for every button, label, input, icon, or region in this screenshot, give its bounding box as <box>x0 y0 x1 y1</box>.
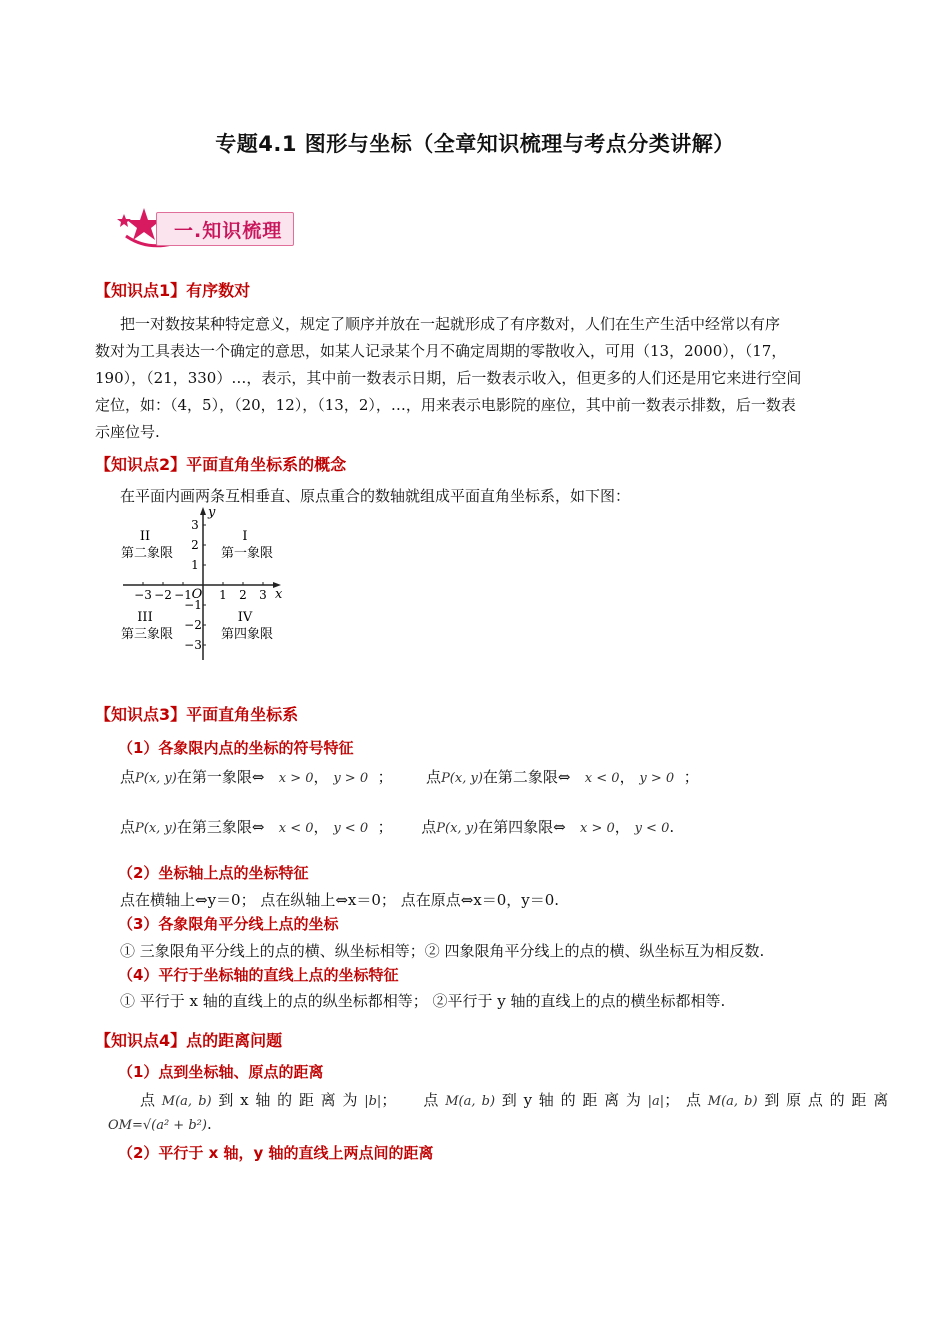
kp4-sub-1: （1）点到坐标轴、原点的距离 <box>118 1063 324 1081</box>
quadrant-3-4-line: 点P(x, y)在第三象限⇔ x < 0， y < 0 ； 点P(x, y)在第四象限⇔ x > 0， y < 0. <box>120 818 675 836</box>
q4-num: IV <box>237 610 253 625</box>
y-axis-arrow <box>200 507 206 515</box>
y-tick-neg2: −2 <box>184 618 202 632</box>
x-tick-2: 2 <box>239 588 247 602</box>
x-tick-neg1: −1 <box>174 588 192 602</box>
y-tick-3: 3 <box>191 518 199 532</box>
point-M: M(a, b) <box>161 1094 212 1109</box>
kp2-text: 在平面内画两条互相垂直、原点重合的数轴就组成平面直角坐标系，如下图： <box>120 487 631 505</box>
kp3-parallel-text: ① 平行于 x 轴的直线上的点的纵坐标都相等； ②平行于 y 轴的直线上的点的横坐标都相等. <box>120 992 726 1010</box>
kp3-sub-4: （4）平行于坐标轴的直线上点的坐标特征 <box>118 966 399 984</box>
kp3-axis-text: 点在横轴上⇔y＝0； 点在纵轴上⇔x＝0； 点在原点⇔x＝0，y＝0. <box>120 891 560 909</box>
y-tick-2: 2 <box>191 538 199 552</box>
kp1-heading: 【知识点1】有序数对 <box>95 281 251 300</box>
section-banner <box>116 204 306 252</box>
q3-name: 第三象限 <box>120 627 174 642</box>
kp4-heading: 【知识点4】点的距离问题 <box>95 1031 283 1050</box>
q1-num: I <box>242 529 248 544</box>
y-axis-label: y <box>208 505 216 520</box>
y-tick-neg1: −1 <box>184 598 202 612</box>
x-tick-neg3: −3 <box>134 588 152 602</box>
q1-name: 第一象限 <box>220 546 274 561</box>
kp1-line-1: 把一对数按某种特定意义，规定了顺序并放在一起就形成了有序数对，人们在生产生活中经常以有序 <box>120 315 781 333</box>
kp2-heading: 【知识点2】平面直角坐标系的概念 <box>95 455 347 474</box>
banner-label: 一.知识梳理 <box>174 220 283 242</box>
x-tick-1: 1 <box>219 588 227 602</box>
kp3-bisector-text: ① 三象限角平分线上的点的横、纵坐标相等；② 四象限角平分线上的点的横、纵坐标互为相反数. <box>120 942 765 960</box>
origin-label: O <box>191 587 203 602</box>
quadrant-1-2-line: 点P(x, y)在第一象限⇔ x > 0， y > 0 ； 点P(x, y)在第二象限⇔ x < 0， y > 0 ； <box>120 768 699 786</box>
om-formula: OM=√(a² + b²) <box>108 1118 207 1133</box>
kp1-line-4: 定位，如：（4，5），（20，12），（13，2），…，用来表示电影院的座位，其中前一数表示排数，后一数表 <box>95 396 796 414</box>
kp1-line-2: 数对为工具表达一个确定的意思，如某人记录某个月不确定周期的零散收入，可用（13，2000），（17， <box>95 342 787 360</box>
om-formula-line: OM=√(a² + b²). <box>108 1115 212 1133</box>
q3-num: III <box>137 610 153 625</box>
kp1-line-3: 190），（21，330）…，表示，其中前一数表示日期，后一数表示收入，但更多的人们还是用它来进行空间 <box>95 369 802 387</box>
x-axis-label: x <box>275 587 283 602</box>
kp4-sub-2: （2）平行于 x 轴，y 轴的直线上两点间的距离 <box>118 1144 434 1162</box>
distance-line: 点 M(a, b) 到 x 轴 的 距 离 为 |b|； 点 M(a, b) 到 y 轴 的 距 离 为 |a|； 点 M(a, b) 到 原 点 的 距 离 <box>140 1091 889 1109</box>
kp3-sub-1: （1）各象限内点的坐标的符号特征 <box>118 739 354 757</box>
q2-num: II <box>139 529 151 544</box>
kp3-sub-3: （3）各象限角平分线上点的坐标 <box>118 915 339 933</box>
page-title: 专题4.1 图形与坐标（全章知识梳理与考点分类讲解） <box>215 132 735 156</box>
kp3-heading: 【知识点3】平面直角坐标系 <box>95 705 299 724</box>
kp3-sub-2: （2）坐标轴上点的坐标特征 <box>118 864 309 882</box>
q2-name: 第二象限 <box>120 546 174 561</box>
coordinate-plane-figure <box>115 505 290 665</box>
point-P: P(x, y) <box>135 771 177 786</box>
y-tick-neg3: −3 <box>184 638 202 652</box>
y-tick-1: 1 <box>191 558 199 572</box>
q4-name: 第四象限 <box>220 627 274 642</box>
x-tick-neg2: −2 <box>154 588 172 602</box>
x-tick-3: 3 <box>259 588 267 602</box>
kp1-line-5: 示座位号. <box>95 423 160 441</box>
